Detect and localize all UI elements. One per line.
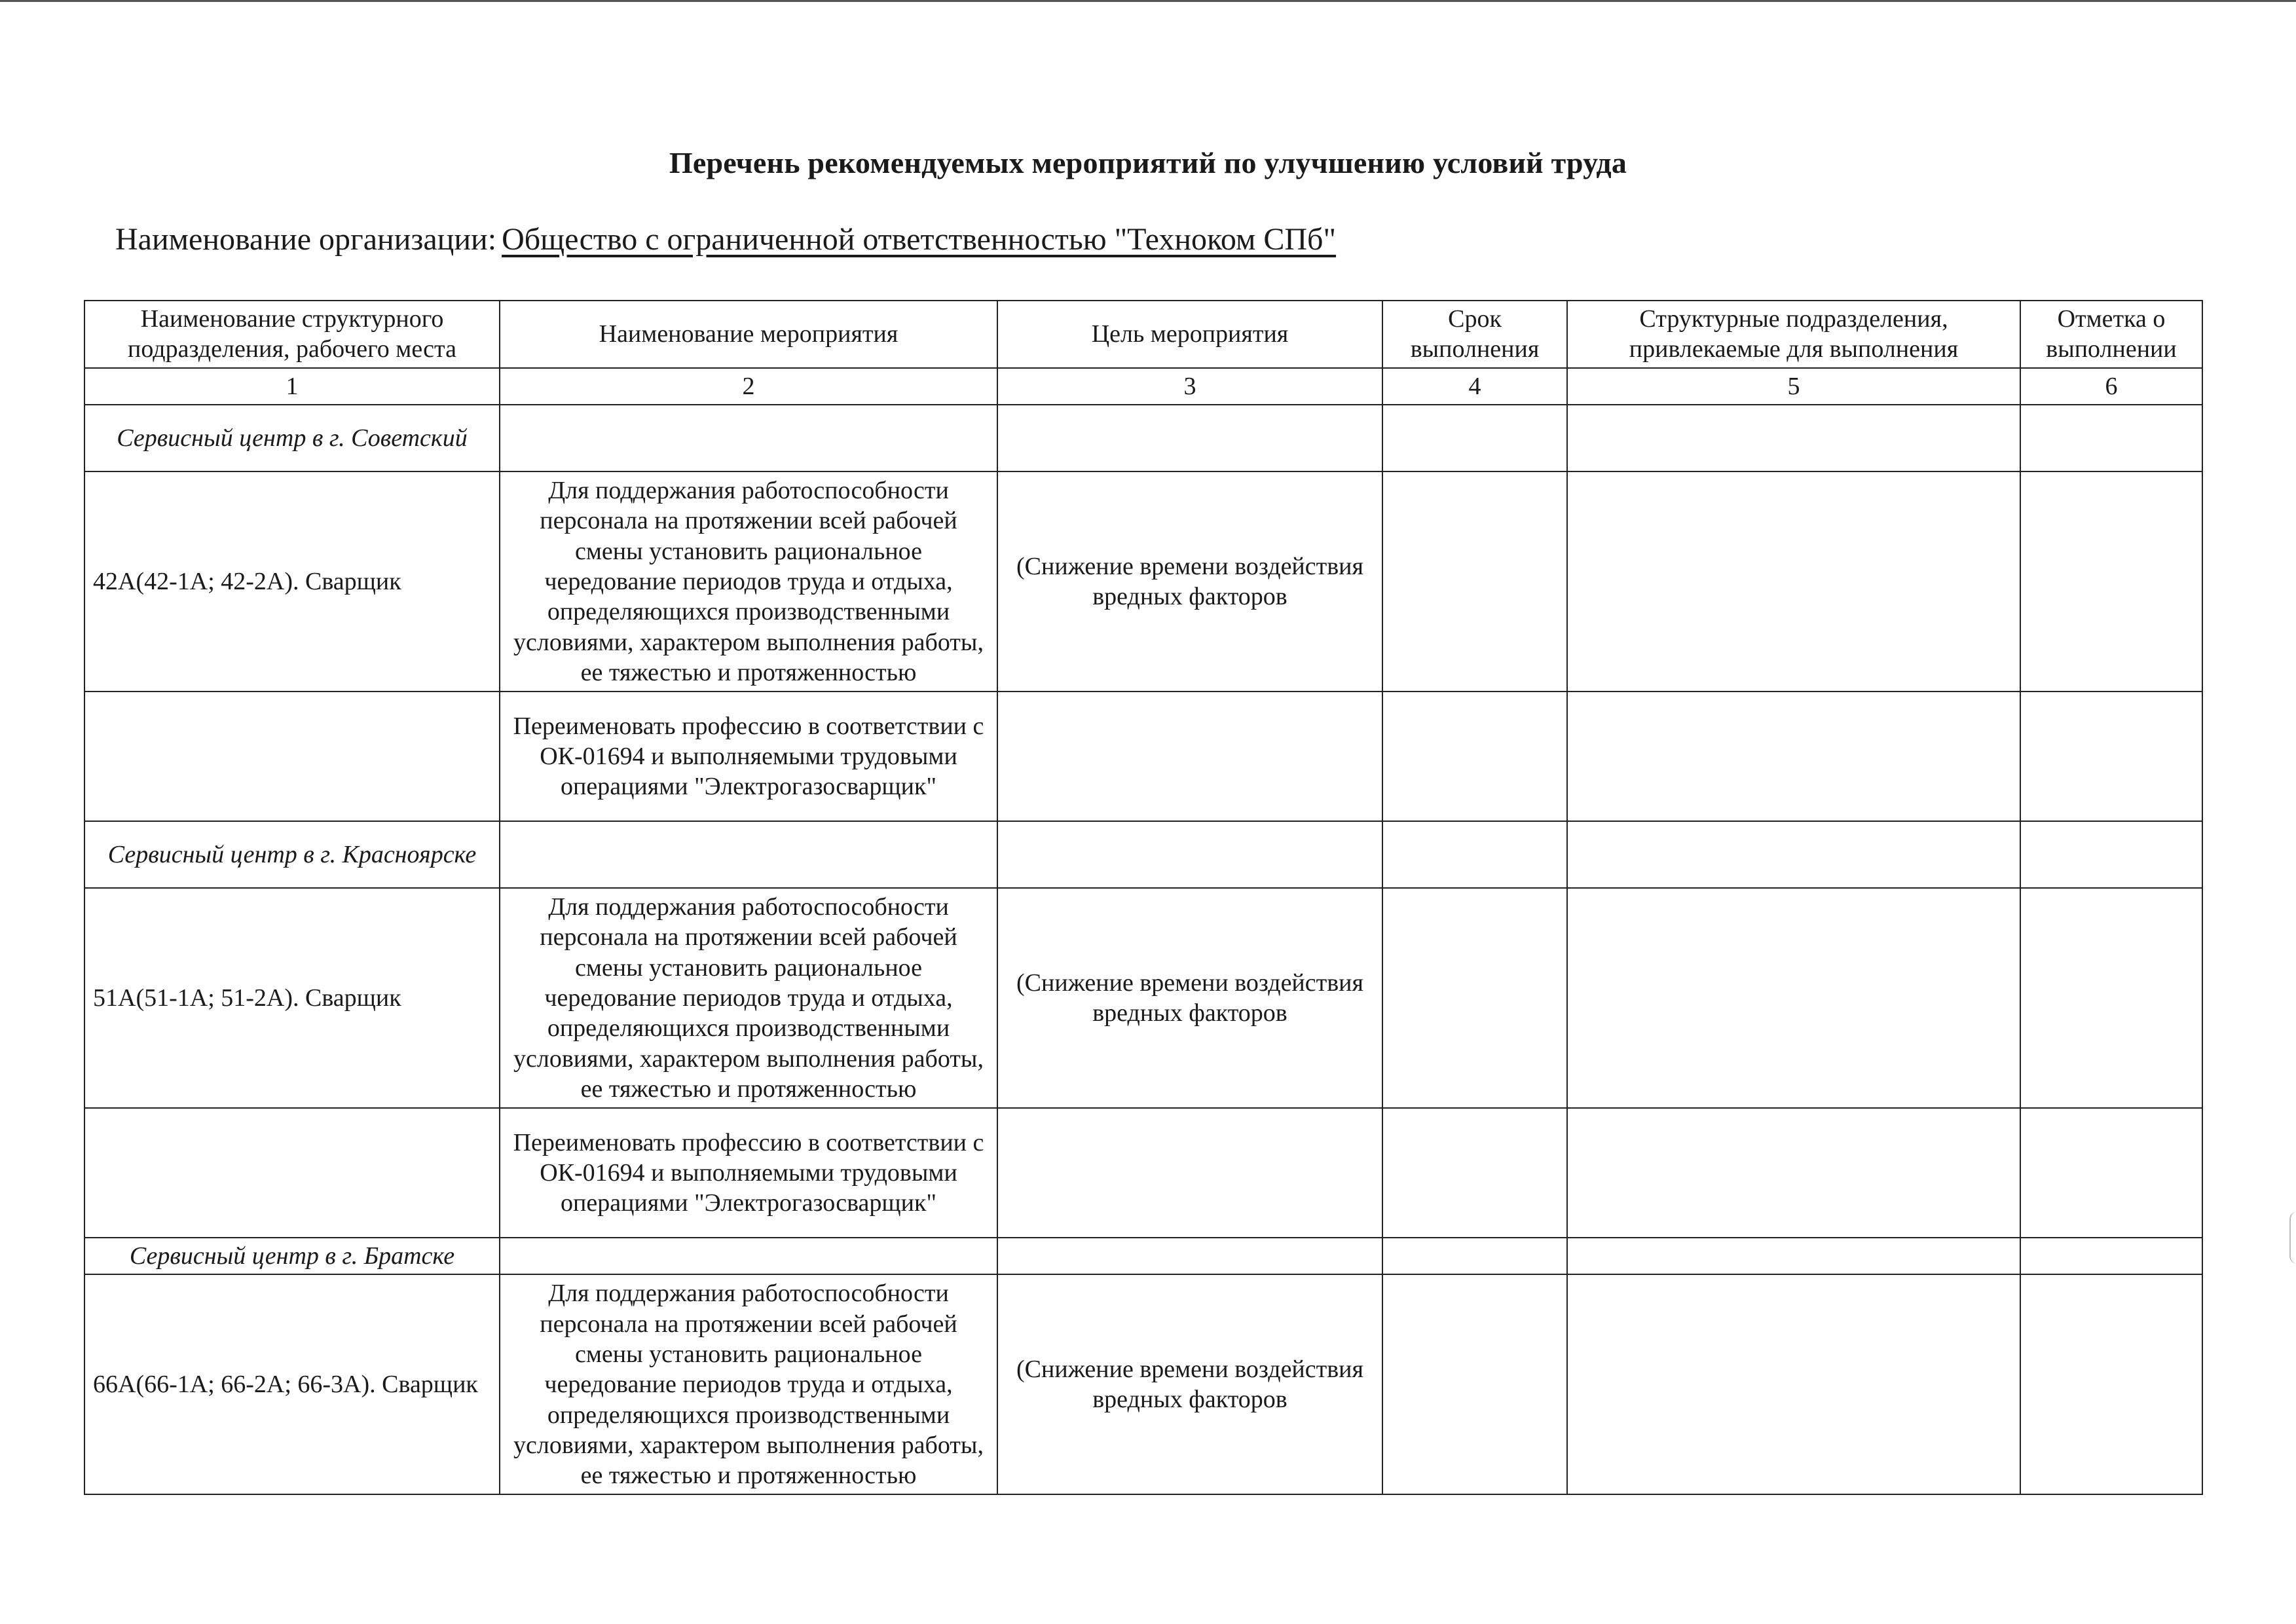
completion-cell [2020,888,2202,1108]
table-cell [500,821,997,888]
column-number: 6 [2020,368,2202,405]
workplace-cell: 51А(51-1А; 51-2А). Сварщик [84,888,500,1108]
scan-edge-line [0,0,2296,2]
section-row [84,405,2202,471]
deadline-cell [1382,1274,1567,1494]
section-title: Сервисный центр в г. Братске [84,1238,500,1274]
table-cell [997,405,1382,471]
table-cell [1382,821,1567,888]
section-title: Сервисный центр в г. Красноярске [84,821,500,888]
organization-label: Наименование организации: [115,222,497,257]
goal-cell: (Снижение времени воздействия вредных факторов [997,888,1382,1108]
column-number-row [84,368,2202,405]
workplace-cell [84,1108,500,1238]
table-cell [1567,821,2020,888]
departments-cell [1567,471,2020,692]
table-cell [1382,1238,1567,1274]
table-cell [1567,405,2020,471]
deadline-cell [1382,1108,1567,1238]
measures-table [84,300,2203,1495]
measure-cell: Переименовать профессию в соответствии с ОК-01694 и выполняемыми трудовыми операциями "Электрогазосварщик" [500,1108,997,1238]
table-cell [500,1238,997,1274]
completion-cell [2020,471,2202,692]
document-title: Перечень рекомендуемых мероприятий по улучшению условий труда [669,146,1627,179]
measure-cell: Для поддержания работоспособности персонала на протяжении всей рабочей смены установить рациональное чередование периодов труда и отдыха, определяющихся производственными условиями, характером выполнения работы, ее тяжестью и протяженностью [500,888,997,1108]
goal-cell [997,692,1382,821]
table-row [84,1108,2202,1238]
column-number: 5 [1567,368,2020,405]
departments-cell [1567,1108,2020,1238]
completion-cell [2020,1274,2202,1494]
goal-cell: (Снижение времени воздействия вредных факторов [997,471,1382,692]
table-row [84,1274,2202,1494]
header-workplace: Наименование структурного подразделения, рабочего места [84,301,500,368]
header-row [84,301,2202,368]
departments-cell [1567,1274,2020,1494]
section-row [84,1238,2202,1274]
organization-name: Общество с ограниченной ответственностью "Техноком СПб" [502,222,1337,257]
table-cell [997,821,1382,888]
table-cell [1567,1238,2020,1274]
column-number: 3 [997,368,1382,405]
organization-line [115,221,1354,257]
section-row [84,821,2202,888]
table-cell [2020,821,2202,888]
completion-cell [2020,692,2202,821]
table-cell [1382,405,1567,471]
goal-cell [997,1108,1382,1238]
deadline-cell [1382,471,1567,692]
header-deadline: Срок выполнения [1382,301,1567,368]
column-number: 1 [84,368,500,405]
workplace-cell [84,692,500,821]
table-row [84,888,2202,1108]
departments-cell [1567,692,2020,821]
measure-cell: Для поддержания работоспособности персонала на протяжении всей рабочей смены установить рациональное чередование периодов труда и отдыха, определяющихся производственными условиями, характером выполнения работы, ее тяжестью и протяженностью [500,471,997,692]
departments-cell [1567,888,2020,1108]
section-title: Сервисный центр в г. Советский [84,405,500,471]
table-cell [500,405,997,471]
header-departments: Структурные подразделения, привлекаемые для выполнения [1567,301,2020,368]
scan-margin-mark [2289,1211,2296,1264]
measure-cell: Для поддержания работоспособности персонала на протяжении всей рабочей смены установить рациональное чередование периодов труда и отдыха, определяющихся производственными условиями, характером выполнения работы, ее тяжестью и протяженностью [500,1274,997,1494]
deadline-cell [1382,888,1567,1108]
completion-cell [2020,1108,2202,1238]
table-cell [2020,1238,2202,1274]
workplace-cell: 66А(66-1А; 66-2А; 66-3А). Сварщик [84,1274,500,1494]
header-measure: Наименование мероприятия [500,301,997,368]
column-number: 2 [500,368,997,405]
goal-cell: (Снижение времени воздействия вредных факторов [997,1274,1382,1494]
deadline-cell [1382,692,1567,821]
column-number: 4 [1382,368,1567,405]
table-cell [997,1238,1382,1274]
table-row [84,471,2202,692]
header-completion-mark: Отметка о выполнении [2020,301,2202,368]
measure-cell: Переименовать профессию в соответствии с ОК-01694 и выполняемыми трудовыми операциями "Электрогазосварщик" [500,692,997,821]
table-row [84,692,2202,821]
workplace-cell: 42А(42-1А; 42-2А). Сварщик [84,471,500,692]
table-cell [2020,405,2202,471]
header-goal: Цель мероприятия [997,301,1382,368]
